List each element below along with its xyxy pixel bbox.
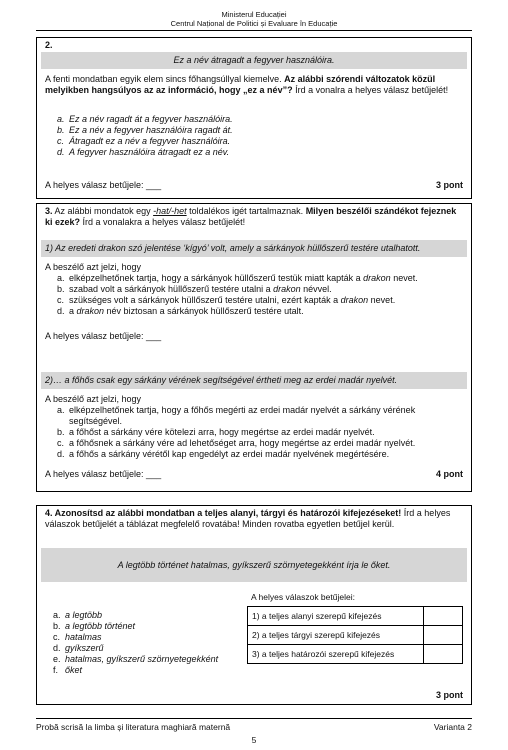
option-item: d. gyíkszerű bbox=[53, 643, 104, 653]
header-center: Centrul Național de Politici și Evaluare în Educație bbox=[170, 19, 338, 28]
analysis-sentence: A legtöbb történet hatalmas, gyíkszerű szörnyetegekként írja le őket. bbox=[41, 548, 467, 582]
page-header bbox=[0, 10, 508, 28]
points-label: 3 pont bbox=[436, 690, 463, 700]
row-label: 1) a teljes alanyi szerepű kifejezés bbox=[248, 607, 424, 626]
option-item: a. a legtöbb bbox=[53, 610, 103, 620]
table-row bbox=[248, 607, 463, 626]
question-2-box bbox=[36, 37, 472, 199]
row-label: 2) a teljes tárgyi szerepű kifejezés bbox=[248, 626, 424, 645]
table-row bbox=[248, 645, 463, 664]
option-item: b. Ez a név a fegyver használóira ragadt át. bbox=[57, 125, 233, 135]
option-list bbox=[41, 610, 241, 676]
question-instructions: 4. Azonosítsd az alábbi mondatban a teljes alanyi, tárgyi és határozói kifejezéseket! Írd a helyes válaszok betűjelét a táblázat megfelelő rovatába! Minden rovatba egyetlen betűjel kerül. bbox=[45, 508, 451, 529]
option-item: b. a főhőst a sárkány vére kötelezi arra, hogy megértse az erdei madár nyelvét. bbox=[57, 427, 375, 437]
points-label: 3 pont bbox=[436, 180, 463, 190]
question-4-box bbox=[36, 505, 472, 705]
footer-variant: Varianta 2 bbox=[433, 722, 472, 732]
table-title: A helyes válaszok betűjelei: bbox=[251, 592, 355, 602]
instr-part: Írd a vonalra a helyes válasz betűjelét! bbox=[292, 85, 449, 95]
option-item: d. A fegyver használóira átragadt ez a név. bbox=[57, 147, 230, 157]
header-ministry: Ministerul Educației bbox=[221, 10, 287, 19]
option-item: c. hatalmas bbox=[53, 632, 102, 642]
answer-cell[interactable] bbox=[424, 626, 463, 645]
option-item: d. a főhős a sárkány vérétől kap engedélyt az erdei madár nyelvének megértésére. bbox=[57, 449, 390, 459]
option-item: c. szükséges volt a sárkányok hüllőszerű testére utalni, ezért kapták a drakon nevet. bbox=[57, 295, 396, 305]
answer-row bbox=[45, 180, 463, 191]
answer-blank[interactable]: A helyes válasz betűjele: ___ bbox=[45, 331, 162, 341]
row-label: 3) a teljes határozói szerepű kifejezés bbox=[248, 645, 424, 664]
example-sentence: Ez a név átragadt a fegyver használóira. bbox=[41, 52, 467, 69]
table-row bbox=[248, 626, 463, 645]
question-3-box bbox=[36, 203, 472, 492]
question-instructions: 3. Az alábbi mondatok egy -hat/-het toldalékos igét tartalmaznak. Milyen beszélői szándékot fejeznek ki ezek? Írd a vonalakra a helyes válasz betűjelét! bbox=[45, 206, 457, 227]
question-instructions bbox=[45, 74, 463, 96]
page-number: 5 bbox=[251, 735, 257, 745]
answer-table bbox=[247, 606, 463, 664]
option-list bbox=[45, 273, 463, 317]
option-item: c. a főhősnek a sárkány vére ad lehetőséget arra, hogy megértse az erdei madár nyelvét. bbox=[57, 438, 416, 448]
answer-cell[interactable] bbox=[424, 607, 463, 626]
option-item: b. szabad volt a sárkányok hüllőszerű testére utalni a drakon névvel. bbox=[57, 284, 332, 294]
option-item: e. hatalmas, gyíkszerű szörnyetegekként bbox=[53, 654, 219, 664]
question-number: 4. bbox=[45, 508, 53, 518]
question-number: 2. bbox=[45, 40, 53, 50]
lead-text: A beszélő azt jelzi, hogy bbox=[45, 262, 142, 272]
answer-row bbox=[45, 469, 463, 480]
sentence-2: 2)… a főhős csak egy sárkány vérének segítségével értheti meg az erdei madár nyelvét. bbox=[41, 372, 467, 389]
lead-text: A beszélő azt jelzi, hogy bbox=[45, 394, 142, 404]
option-item: f. őket bbox=[53, 665, 83, 675]
instr-part: A fenti mondatban egyik elem sincs főhangsúllyal kiemelve. bbox=[45, 74, 285, 84]
footer-exam-name: Probă scrisă la limba și literatura maghiară maternă bbox=[36, 722, 231, 732]
points-label: 4 pont bbox=[436, 469, 463, 479]
question-number: 3. bbox=[45, 206, 53, 216]
instr-bold: Az alábbi szórendi változatok közül melyikben hangsúlyos az az információ, hogy „ez a név”? bbox=[45, 74, 436, 95]
answer-blank[interactable]: A helyes válasz betűjele: ___ bbox=[45, 469, 162, 479]
option-item: b. a legtöbb történet bbox=[53, 621, 136, 631]
option-item: a. elképzelhetőnek tartja, hogy a főhős megérti az erdei madár nyelvét a sárkány vérének segítségével. bbox=[57, 405, 416, 426]
option-list bbox=[45, 114, 463, 158]
option-item: a. elképzelhetőnek tartja, hogy a sárkányok hüllőszerű testük miatt kapták a drakon nevet. bbox=[57, 273, 418, 283]
page-footer bbox=[36, 722, 472, 732]
option-item: d. a drakon név biztosan a sárkányok hüllőszerű testére utalt. bbox=[57, 306, 304, 316]
option-list bbox=[45, 405, 463, 460]
sentence-1: 1) Az eredeti drakon szó jelentése ‘kígyó’ volt, amely a sárkányok hüllőszerű testére utalhatott. bbox=[41, 240, 467, 257]
option-item: a. Ez a név ragadt át a fegyver használóira. bbox=[57, 114, 233, 124]
header-divider bbox=[36, 30, 472, 31]
option-item: c. Átragadt ez a név a fegyver használóira. bbox=[57, 136, 231, 146]
footer-divider bbox=[36, 718, 472, 719]
answer-blank[interactable]: A helyes válasz betűjele: ___ bbox=[45, 180, 162, 190]
answer-cell[interactable] bbox=[424, 645, 463, 664]
suffix-text: -hat/-het bbox=[153, 206, 187, 216]
